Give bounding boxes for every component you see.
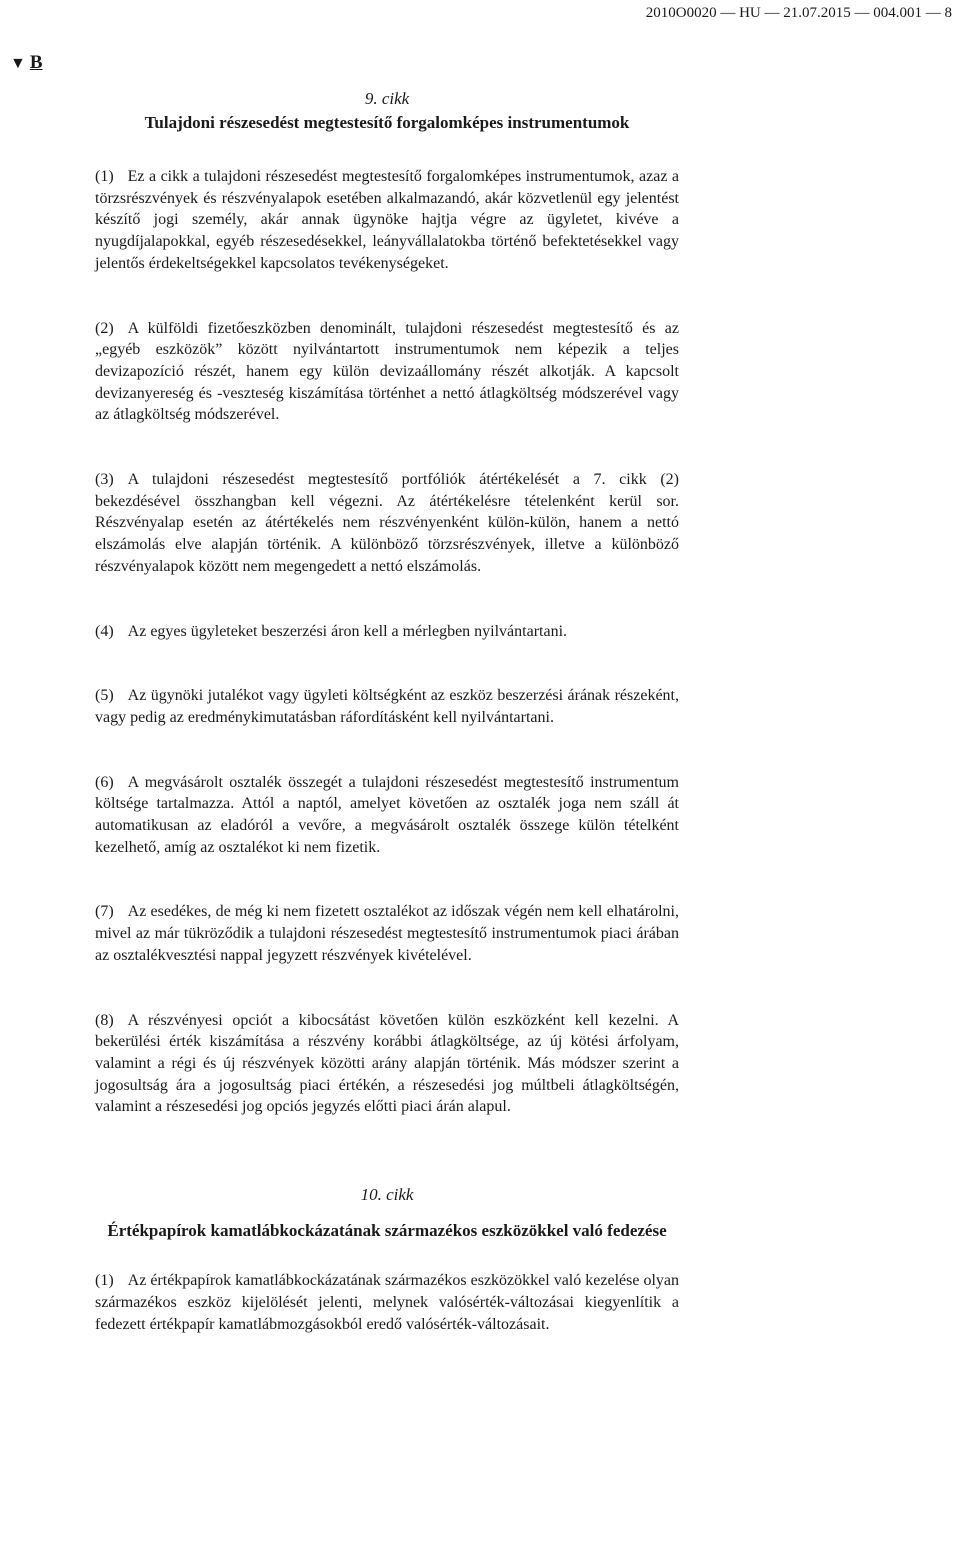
- article-9-number: 9. cikk: [364, 89, 410, 108]
- paragraph-number: (4): [95, 622, 114, 640]
- paragraph-number: (2): [95, 319, 114, 337]
- article-9-paragraph-8: [95, 1010, 679, 1119]
- article-9-paragraph-4: [95, 621, 679, 643]
- article-9-paragraph-6: [95, 772, 679, 859]
- paragraph-text: Az esedékes, de még ki nem fizetett osztalékot az időszak végén nem kell elhatárolni, mivel az már tükröződik a tulajdoni részesedést megtestesítő instrumentumok piaci árában az osztalékvesztési nappal jegyzett részvények kivételével.: [95, 903, 679, 964]
- paragraph-text: A külföldi fizetőeszközben denominált, tulajdoni részesedést megtestesítő és az „egyéb eszközök” között nyilvántartott instrumentumok nem képezik a teljes devizapozíció részét, hanem egy külön devizaállomány részét alkotják. A kapcsolt devizanyereség és -veszteség kiszámítása történhet a nettó átlagköltség módszerével vagy az átlagköltség módszerével.: [95, 319, 679, 424]
- paragraph-text: A megvásárolt osztalék összegét a tulajdoni részesedést megtestesítő instrumentum költsége tartalmazza. Attól a naptól, amelyet követően az osztalék joga nem száll át automatikusan az eladóról a vevőre, a megvásárolt osztalék összege külön tételként kezelhető, amíg az osztalékot ki nem fizetik.: [95, 773, 679, 856]
- article-10-number: 10. cikk: [360, 1185, 414, 1205]
- paragraph-text: A tulajdoni részesedést megtestesítő portfóliók átértékelését a 7. cikk (2) bekezdésével összhangban kell végezni. Az átértékelésre tételenként kerül sor. Részvényalap esetén az átértékelés nem részvényenként külön-külön, hanem a nettó elszámolás elve alapján történik. A különböző törzsrészvények, illetve a különböző részvényalapok között nem megengedett a nettó elszámolás.: [95, 471, 679, 575]
- document-body: [95, 88, 679, 1335]
- paragraph-number: (5): [95, 687, 114, 705]
- article-9-paragraph-1: [95, 166, 679, 275]
- amendment-marker: [10, 52, 43, 75]
- paragraph-number: (7): [95, 903, 114, 921]
- paragraph-number: (8): [95, 1011, 114, 1029]
- paragraph-number: (3): [95, 471, 114, 489]
- article-10-paragraph-1: [95, 1270, 679, 1335]
- article-9-paragraph-7: [95, 901, 679, 966]
- paragraph-number: (1): [95, 1272, 114, 1290]
- paragraph-text: Ez a cikk a tulajdoni részesedést megtestesítő forgalomképes instrumentumok, azaz a törzsrészvények és részvényalapok esetében alkalmazandó, akár közvetlenül egy jelentést készítő jogi személy, akár annak ügynöke hajtja végre az ügyletet, kivéve a nyugdíjalapokkal, egyéb részesedésekkel, leányvállalatokba történő befektetésekkel vagy jelentős érdekeltségekkel kapcsolatos tevékenységeket.: [95, 168, 679, 272]
- paragraph-text: Az értékpapírok kamatlábkockázatának származékos eszközökkel való kezelése olyan származékos eszköz kijelölését jelenti, melynek valósérték-változásai kiegyenlítik a fedezett értékpapír kamatlábmozgásokból eredő valósérték-változásait.: [95, 1272, 679, 1333]
- paragraph-number: (6): [95, 773, 114, 791]
- article-9-paragraph-3: [95, 469, 679, 578]
- amendment-marker-link[interactable]: B: [29, 52, 43, 73]
- article-10-title: Értékpapírok kamatlábkockázatának származékos eszközökkel való fedezése: [107, 1221, 667, 1241]
- paragraph-text: Az ügynöki jutalékot vagy ügyleti költségként az eszköz beszerzési árának részeként, vagy pedig az eredménykimutatásban ráfordításként kell nyilvántartani.: [95, 687, 679, 726]
- article-9-paragraph-5: [95, 685, 679, 728]
- page-header: 2010O0020 — HU — 21.07.2015 — 004.001 — 8: [645, 5, 952, 21]
- paragraph-number: (1): [95, 168, 114, 185]
- triangle-down-icon: ▼: [10, 55, 26, 72]
- article-9-title: Tulajdoni részesedést megtestesítő forgalomképes instrumentumok: [144, 113, 630, 132]
- paragraph-text: A részvényesi opciót a kibocsátást követően külön eszközként kell kezelni. A bekerülési érték kiszámítása a részvény korábbi átlagköltsége, az új kötési árfolyam, valamint a régi és új részvények közötti arány alapján történik. Más módszer szerint a jogosultság ára a jogosultság piaci értékén, a részesedési jog múltbeli átlagköltségén, valamint a részesedési jog opciós jegyzés előtti piaci árán alapul.: [95, 1011, 679, 1116]
- paragraph-text: Az egyes ügyleteket beszerzési áron kell a mérlegben nyilvántartani.: [127, 622, 568, 640]
- article-9-paragraph-2: [95, 318, 679, 427]
